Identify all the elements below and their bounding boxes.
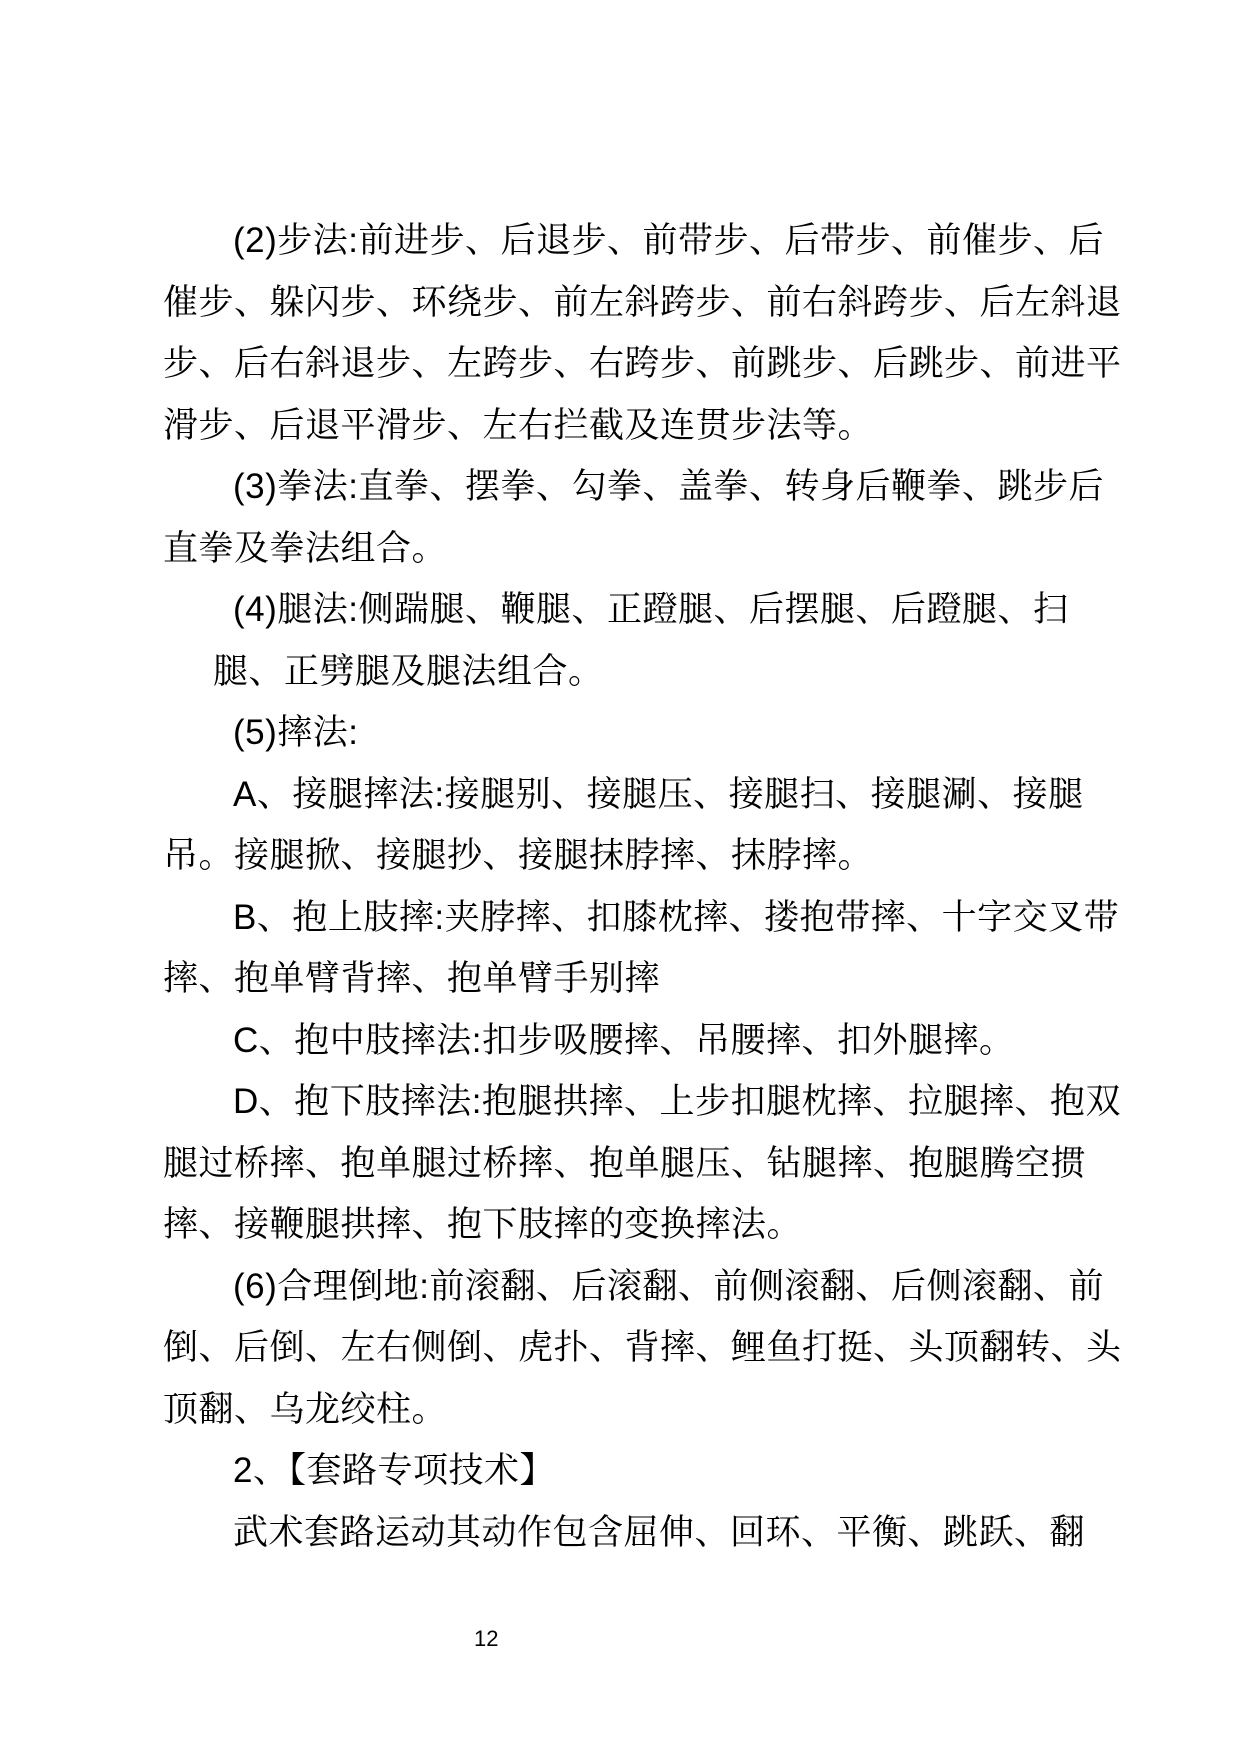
text-line: 步、后右斜退步、左跨步、右跨步、前跳步、后跳步、前进平 (163, 344, 1122, 383)
page-number: 12 (474, 1626, 499, 1651)
text-line: 顶翻、乌龙绞柱。 (163, 1389, 448, 1429)
text-line: 倒、后倒、左右侧倒、虎扑、背摔、鲤鱼打挺、头顶翻转、头 (163, 1328, 1122, 1367)
text-line: (4)腿法:侧踹腿、鞭腿、正蹬腿、后摆腿、后蹬腿、扫 (233, 590, 1069, 629)
text-line: B、抱上肢摔:夹脖摔、扣膝枕摔、搂抱带摔、十字交叉带 (233, 897, 1120, 937)
text-line: 武术套路运动其动作包含屈伸、回环、平衡、跳跃、翻 (233, 1512, 1086, 1552)
text-line: 2、【套路专项技术】 (233, 1451, 555, 1490)
text-line: C、抱中肢摔法:扣步吸腰摔、吊腰摔、扣外腿摔。 (233, 1020, 1015, 1060)
text-line: (2)步法:前进步、后退步、前带步、后带步、前催步、后 (233, 221, 1105, 260)
text-line: A、接腿摔法:接腿别、接腿压、接腿扫、接腿涮、接腿 (233, 774, 1084, 814)
text-line: (6)合理倒地:前滚翻、后滚翻、前侧滚翻、后侧滚翻、前 (233, 1266, 1105, 1306)
text-line: 腿过桥摔、抱单腿过桥摔、抱单腿压、钻腿摔、抱腿腾空掼 (163, 1143, 1087, 1183)
text-line: (3)拳法:直拳、摆拳、勾拳、盖拳、转身后鞭拳、跳步后 (233, 467, 1105, 506)
text-line: 摔、接鞭腿拱摔、抱下肢摔的变换摔法。 (163, 1205, 803, 1244)
text-line: (5)摔法: (233, 713, 359, 752)
text-line: D、抱下肢摔法:抱腿拱摔、上步扣腿枕摔、拉腿摔、抱双 (233, 1082, 1122, 1121)
text-line: 腿、正劈腿及腿法组合。 (213, 651, 604, 691)
text-line: 摔、抱单臂背摔、抱单臂手别摔 (163, 959, 661, 998)
text-line: 吊。接腿掀、接腿抄、接腿抹脖摔、抹脖摔。 (163, 836, 874, 875)
text-line: 滑步、后退平滑步、左右拦截及连贯步法等。 (163, 405, 874, 445)
text-line: 催步、躲闪步、环绕步、前左斜跨步、前右斜跨步、后左斜退 (163, 282, 1122, 322)
text-line: 直拳及拳法组合。 (163, 528, 448, 568)
text-block (163, 210, 1163, 1563)
